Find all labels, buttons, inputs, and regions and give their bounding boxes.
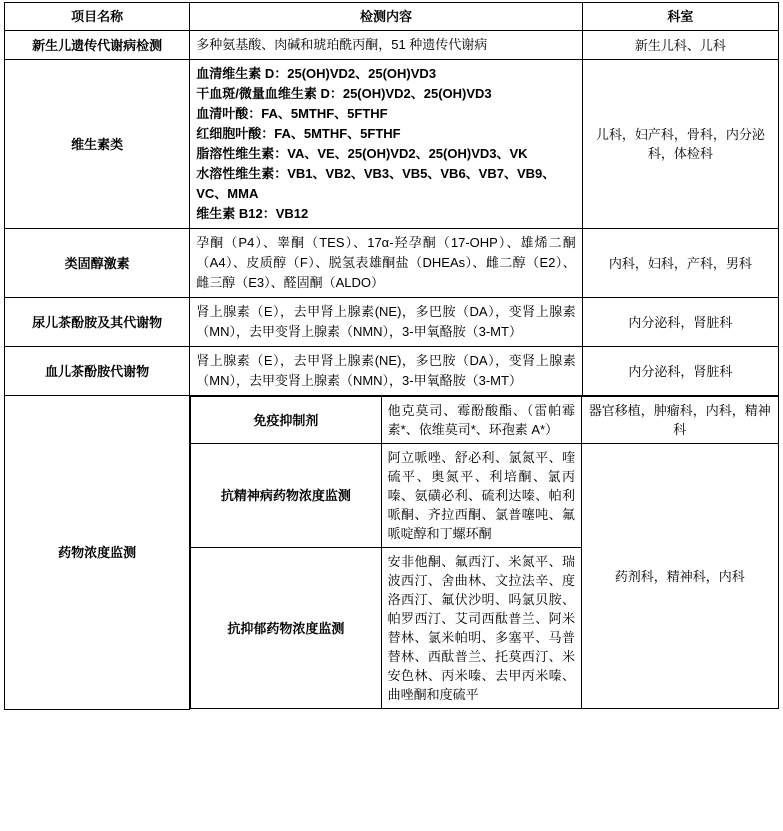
row-test-content [190,31,583,60]
table-row-drug-group [5,396,779,710]
table-header-row [5,3,779,31]
content-line-bold-part: 血清维生素 D：25(OH)VD2、25(OH)VD3 [196,66,437,81]
content-line [196,144,576,164]
row-item-name: 新生儿遗传代谢病检测 [5,31,190,60]
table-body [5,31,779,710]
row-item-name: 类固醇激素 [5,229,190,298]
drug-subrow-content: 阿立哌唑、舒必利、氯氮平、喹硫平、奥氮平、利培酮、氯丙嗪、氨磺必利、硫利达嗪、帕利哌酮、齐拉西酮、氯普噻吨、氟哌啶醇和丁螺环酮 [381,444,581,548]
column-header-department: 科室 [582,3,778,31]
row-item-name: 药物浓度监测 [5,396,190,710]
row-item-name: 维生素类 [5,60,190,229]
drug-subrow-name: 抗精神病药物浓度监测 [191,444,381,548]
content-line [196,204,576,224]
row-test-content [190,229,583,298]
content-line-bold-part: 水溶性维生素：VB1、VB2、VB3、VB5、VB6、VB7、VB9、VC、MMA [196,166,556,201]
content-line: 肾上腺素（E），去甲肾上腺素(NE)，多巴胺（DA），变肾上腺素（MN），去甲变肾上腺素（NMN），3-甲氧酪胺（3-MT） [196,304,576,339]
content-line-bold-part: 干血斑/微量血维生素 D：25(OH)VD2、25(OH)VD3 [196,86,492,101]
column-header-item-name: 项目名称 [5,3,190,31]
row-department: 内分泌科，肾脏科 [582,298,778,347]
drug-subtable [190,396,778,709]
drug-subtable-body [191,397,778,709]
content-line [196,164,576,204]
content-line: 肾上腺素（E），去甲肾上腺素(NE)，多巴胺（DA），变肾上腺素（MN），去甲变肾上腺素（NMN），3-甲氧酪胺（3-MT） [196,353,576,388]
content-line-bold-part: 脂溶性维生素：VA、VE、25(OH)VD2、25(OH)VD3、VK [196,146,528,161]
lab-items-table [4,2,779,710]
drug-subrow-department: 药剂科，精神科，内科 [582,444,778,709]
drug-subrow-name: 抗抑郁药物浓度监测 [191,548,381,709]
content-line [196,124,576,144]
column-header-test-content: 检测内容 [190,3,583,31]
drug-subrow-content: 安非他酮、氟西汀、米氮平、瑞波西汀、舍曲林、文拉法辛、度洛西汀、氟伏沙明、吗氯贝胺、帕罗西汀、艾司西酞普兰、阿米替林、氯米帕明、多塞平、马普替林、西酞普兰、托莫西汀、米安色林、丙米嗪、去甲丙米嗪、曲唑酮和度硫平 [381,548,581,709]
table-row [5,298,779,347]
drug-subrow [191,444,778,548]
drug-subrow [191,397,778,444]
row-item-name: 尿儿茶酚胺及其代谢物 [5,298,190,347]
content-line-bold-part: 维生素 B12：VB12 [196,206,309,221]
table-row [5,60,779,229]
content-line-bold-part: 血清叶酸：FA、5MTHF、5FTHF [196,106,388,121]
drug-subrow-department: 器官移植，肿瘤科，内科，精神科 [582,397,778,444]
row-test-content [190,60,583,229]
row-test-content [190,298,583,347]
content-line [196,104,576,124]
row-test-content [190,347,583,396]
content-line-bold-part: 红细胞叶酸：FA、5MTHF、5FTHF [196,126,401,141]
content-line: 孕酮（P4）、睾酮（TES）、17α-羟孕酮（17-OHP）、雄烯二酮（A4）、皮质醇（F）、脱氢表雄酮盐（DHEAs）、雌二醇（E2）、雌三醇（E3）、醛固酮（ALDO） [196,235,576,290]
row-department: 儿科，妇产科，骨科，内分泌科，体检科 [582,60,778,229]
drug-subrow-content: 他克莫司、霉酚酸酯、（雷帕霉素*、依维莫司*、环孢素 A*） [381,397,581,444]
table-row [5,347,779,396]
content-line: 多种氨基酸、肉碱和琥珀酰丙酮，51 种遗传代谢病 [196,37,488,52]
table-row [5,229,779,298]
drug-subtable-wrapper [190,396,779,710]
table-header [5,3,779,31]
drug-subrow-name: 免疫抑制剂 [191,397,381,444]
content-line [196,84,576,104]
row-item-name: 血儿茶酚胺代谢物 [5,347,190,396]
content-line [196,64,576,84]
row-department: 内科，妇科，产科，男科 [582,229,778,298]
table-row [5,31,779,60]
row-department: 内分泌科，肾脏科 [582,347,778,396]
row-department: 新生儿科、儿科 [582,31,778,60]
